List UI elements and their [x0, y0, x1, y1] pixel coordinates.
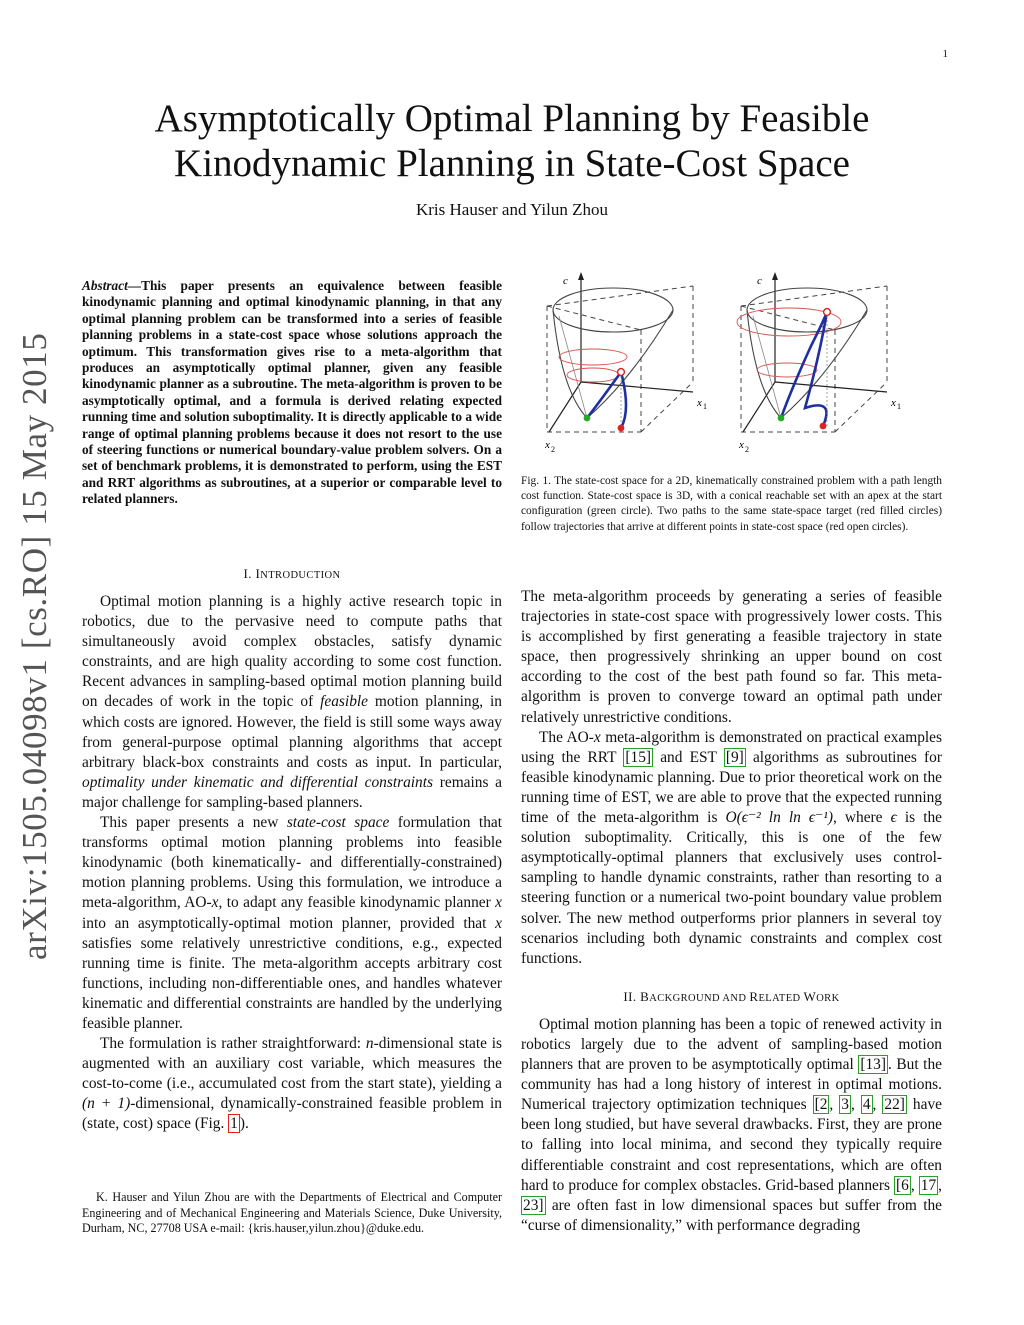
paper-title: [80, 96, 944, 186]
trajectory-path: [781, 312, 827, 426]
figure-panel-right: [737, 272, 901, 454]
state-cost-arrival-marker: [618, 369, 625, 376]
axis-x1: [581, 382, 693, 392]
citation-15[interactable]: [15]: [625, 748, 652, 766]
footnote: [82, 1190, 502, 1237]
label-x1-sub: 1: [703, 402, 707, 411]
intro-paragraph-2: This paper presents a new state-cost space formulation that transforms optimal motion planning problems into feasible kinodynamic (both kinematically- and differentially-constrained) motion planning problems. Using this formulation, we introduce a meta-algorithm, AO-x, to adapt any feasible kinodynamic planner x into an asymptotically-optimal motion planner, provided that x satisfies some relatively unrestrictive conditions, e.g., expected running time is finite. The meta-algorithm accepts arbitrary cost functions, including non-differentiable ones, and handles whatever kinematic and differential constraints are handled by the underlying feasible planner.: [82, 814, 503, 1032]
start-configuration-marker: [584, 415, 591, 422]
citation-23[interactable]: 23]: [523, 1196, 544, 1214]
citation-3[interactable]: 3: [841, 1096, 849, 1114]
right-paragraph-2: The AO-x meta-algorithm is demonstrated on practical examples using the RRT [15] and EST [9] algorithms as subroutines for feasible kinodynamic planning. Due to prior theoretical work on the running time of EST, we are able to prove that the expected running time of the meta-algorithm is O(ϵ⁻² ln ln ϵ⁻¹), where ϵ is the solution suboptimality. Critically, this is one of the few asymptotically-optimal planners that exclusively uses control-sampling to handle dynamic constraints, rather than resorting to a steering function or a numerical two-point boundary value problem solver. The new method outperforms prior planners in several toy scenarios including both dynamic constraints and complex cost functions.: [521, 728, 943, 967]
axis-x2: [743, 382, 775, 432]
label-x1: x: [891, 397, 896, 409]
figure-panel-left: [544, 272, 707, 454]
figure-caption: Fig. 1. The state-cost space for a 2D, kinematically constrained problem with a path length cost function. State-cost space is 3D, with a conical reachable set with an apex at the start configuration (green circle). Two paths to the same state-space target (red filled circles) follow trajectories that arrive at different points in state-cost space (red open circles).: [521, 475, 942, 533]
citation-4[interactable]: 4: [862, 1096, 871, 1114]
cost-ring-lower: [757, 363, 817, 377]
label-x2: x: [739, 439, 744, 451]
introduction-column: [82, 592, 502, 1135]
section-heading-introduction: I. INTRODUCTION: [243, 566, 341, 581]
intro-paragraph-1: Optimal motion planning is a highly active research topic in robotics, due to the pervasive need to compute paths that simultaneously avoid complex obstacles, satisfy dynamic constraints, and are high quality according to some cost function. Recent advances in sampling-based optimal motion planning build on decades of work in the topic of feasible motion planning, in which costs are ignored. However, the field is still some ways away from general-purpose optimal planning algorithms that accept arbitrary black-box constraints and costs as input. In particular, optimality under kinematic and differential constraints remains a major challenge for sampling-based planners.: [82, 593, 503, 811]
label-c: c: [563, 275, 568, 287]
abstract-text: This paper presents an equivalence between feasible kinodynamic planning and optimal kinodynamic planning, in that any optimal planning problem can be transformed into a series of feasible planning problems in a state-cost space whose solutions approach the optimum. This transformation gives rise to a meta-algorithm that produces an asymptotically optimal planner, given any feasible kinodynamic planner as a subroutine. The meta-algorithm is proven to be asymptotically optimal, and a formula is derived relating expected running time and solution suboptimality. It is directly applicable to a wide range of optimal planning problems because it does not resort to the use of steering functions or numerical boundary-value problem solvers. On a set of benchmark problems, it is demonstrated to perform, using the EST and RRT algorithms as subroutines, at a superior or comparable level to related planners.: [82, 278, 502, 507]
abstract-label: Abstract—: [82, 278, 142, 293]
intro-paragraph-3: The formulation is rather straightforward: n-dimensional state is augmented with an auxiliary cost variable, which measures the cost-to-come (i.e., accumulated cost from the start state), yielding a (n + 1)-dimensional, dynamically-constrained feasible problem in (state, cost) space (Fig. 1 ).: [82, 1035, 502, 1133]
figure-reference-link[interactable]: 1: [230, 1115, 238, 1133]
citation-9[interactable]: [9]: [725, 748, 744, 766]
target-state-marker: [618, 425, 625, 432]
figure-1: [521, 270, 942, 470]
right-paragraph-3: Optimal motion planning has been a topic of renewed activity in robotics largely due to the advent of sampling-based motion planners that are proven to be asymptotically optimal [13] . But the community has had a long history of interest in optimal motions. Numerical trajectory optimization techniques [2 , 3 , 4 , 22] have been long studied, but have several drawbacks. First, they are prone to falling into local minima, and second they typically require differentiable constraint and cost representations, which are often hard to produce for complex obstacles. Grid-based planners [6 , 17 , 23] are often fast in low dimensional spaces but suffer from the “curse of dimensionality,” with performance degrading: [521, 1015, 942, 1234]
citation-13[interactable]: [13]: [860, 1056, 886, 1074]
start-configuration-marker: [778, 415, 785, 422]
state-cost-arrival-marker: [824, 309, 831, 316]
label-x1: x: [697, 397, 702, 409]
citation-17[interactable]: 17: [920, 1176, 937, 1194]
cone-top-rim: [553, 288, 673, 332]
page-number: 1: [942, 48, 948, 60]
axis-x2: [549, 382, 581, 432]
citation-6[interactable]: [6: [896, 1176, 909, 1194]
target-state-marker: [820, 423, 827, 430]
title-line-1: Asymptotically Optimal Planning by Feasible: [154, 97, 870, 140]
authors: Kris Hauser and Yilun Zhou: [415, 200, 608, 219]
label-x1-sub: 1: [897, 402, 901, 411]
label-x2-sub: 2: [551, 445, 555, 454]
section-heading-background: II. BACKGROUND AND RELATED WORK: [623, 988, 840, 1004]
cost-ring-upper: [559, 349, 627, 365]
right-column: [521, 587, 942, 1236]
label-x2-sub: 2: [745, 445, 749, 454]
citation-22[interactable]: 22]: [884, 1096, 905, 1114]
right-paragraph-1: The meta-algorithm proceeds by generating a series of feasible trajectories in state-cost space with progressively lower costs. This is accomplished by first generating a feasible trajectory in state space, then progressively shrinking an upper bound on cost according to the cost of the best path found so far. This meta-algorithm is proven to converge toward an optimal path under relatively unrestrictive conditions.: [521, 588, 942, 726]
arxiv-identifier: arXiv:1505.04098v1 [cs.RO] 15 May 2015: [15, 332, 54, 960]
label-x2: x: [545, 439, 550, 451]
label-c: c: [757, 275, 762, 287]
citation-2[interactable]: [2: [814, 1096, 828, 1114]
title-line-2: Kinodynamic Planning in State-Cost Space: [174, 142, 850, 185]
footnote-text: K. Hauser and Yilun Zhou are with the Departments of Electrical and Computer Engineering and of Mechanical Engineering and Materials Science, Duke University, Durham, NC, 27708 USA e-mail: {kris.hauser,yilun.zhou}@duke.edu.: [82, 1190, 502, 1236]
cone-top-rim: [747, 288, 867, 332]
abstract: [82, 278, 502, 508]
